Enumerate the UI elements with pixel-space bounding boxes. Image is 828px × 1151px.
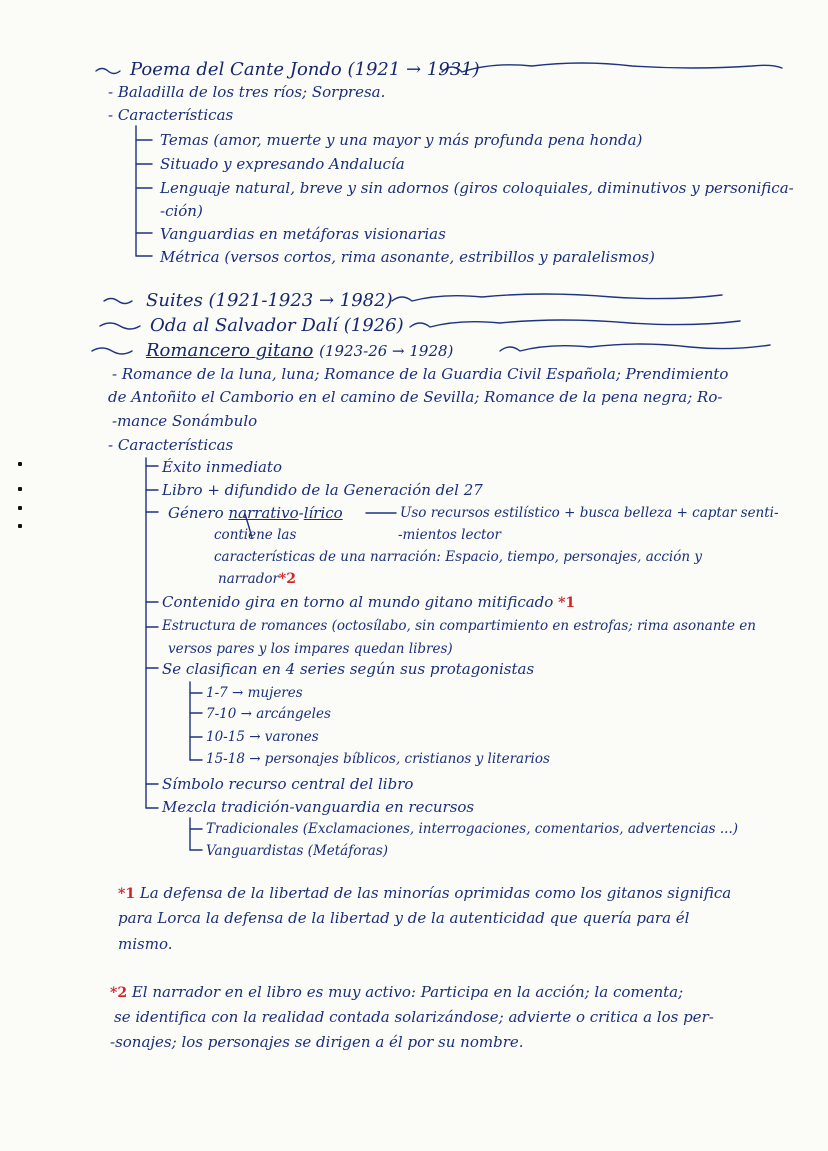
genero-label: Género [168, 504, 224, 522]
footnote-2 [110, 983, 683, 1002]
footnote-1-line3: mismo. [118, 935, 173, 953]
footnote-1-line1: La defensa de la libertad de las minorías oprimidas como los gitanos significa [139, 884, 732, 902]
margin-mark [18, 487, 22, 491]
label-caracteristicas: - Características [108, 106, 234, 124]
footnote-ref-2: *2 [278, 571, 296, 587]
series-item: 10-15 → varones [206, 729, 319, 745]
genero-lirico-desc: Uso recursos estilístico + busca belleza + captar senti- [400, 505, 779, 521]
footnote-1-marker: *1 [118, 886, 136, 902]
genero-narrativo-desc-cont: características de una narración: Espacio, tiempo, personajes, acción y [214, 549, 702, 565]
list-item-genero [168, 504, 343, 522]
footnote-ref-1: *1 [558, 595, 576, 611]
list-item: Vanguardias en metáforas visionarias [160, 225, 446, 243]
series-item: 7-10 → arcángeles [206, 706, 331, 722]
list-romances: - Romance de la luna, luna; Romance de la Guardia Civil Española; Prendimiento [112, 365, 729, 383]
list-item-continuation: versos pares y los impares quedan libres) [168, 641, 453, 657]
list-item: Estructura de romances (octosílabo, sin compartimiento en estrofas; rima asonante en [162, 618, 756, 634]
margin-mark [18, 462, 22, 466]
genero-lirico: lírico [303, 504, 343, 522]
list-obras-cante-jondo: - Baladilla de los tres ríos; Sorpresa. [108, 83, 386, 101]
heading-suites: Suites (1921-1923 → 1982) [146, 290, 393, 311]
genero-narrativo-desc: contiene las [214, 527, 297, 543]
list-romances-cont: de Antoñito el Camborio en el camino de Sevilla; Romance de la pena negra; Ro- [108, 388, 723, 406]
label-caracteristicas-romancero: - Características [108, 436, 234, 454]
series-item: 1-7 → mujeres [206, 685, 303, 701]
list-item: Se clasifican en 4 series según sus protagonistas [162, 660, 535, 678]
narrador-text: narrador [218, 571, 279, 587]
footnote-2-line1: El narrador en el libro es muy activo: Participa en la acción; la comenta; [131, 983, 684, 1001]
genero-lirico-desc-cont: -mientos lector [398, 527, 502, 543]
mezcla-item: Tradicionales (Exclamaciones, interrogaciones, comentarios, advertencias ...) [206, 821, 739, 837]
genero-narrador [218, 570, 296, 588]
list-romances-cont: -mance Sonámbulo [112, 412, 258, 430]
series-item: 15-18 → personajes bíblicos, cristianos y literarios [206, 751, 550, 767]
margin-mark [18, 506, 22, 510]
list-item: Libro + difundido de la Generación del 27 [162, 481, 483, 499]
footnote-1-line2: para Lorca la defensa de la libertad y de la autenticidad que quería para él [118, 909, 690, 927]
heading-romancero-gitano [146, 340, 453, 362]
footnote-2-line3: -sonajes; los personajes se dirigen a él por su nombre. [110, 1033, 524, 1051]
list-item: Éxito inmediato [162, 458, 282, 476]
heading-oda-dali: Oda al Salvador Dalí (1926) [150, 315, 404, 336]
genero-dash: - [298, 504, 304, 522]
mezcla-item: Vanguardistas (Metáforas) [206, 843, 389, 859]
list-item-continuation: -ción) [160, 202, 203, 220]
heading-romancero-dates: (1923-26 → 1928) [319, 342, 454, 360]
list-item: Símbolo recurso central del libro [162, 775, 414, 793]
footnote-1 [118, 884, 731, 903]
list-item: Mezcla tradición-vanguardia en recursos [162, 798, 475, 816]
list-item: Lenguaje natural, breve y sin adornos (giros coloquiales, diminutivos y personifica- [160, 179, 794, 197]
list-item: Métrica (versos cortos, rima asonante, estribillos y paralelismos) [160, 248, 655, 266]
genero-narrativo: narrativo [228, 504, 299, 522]
footnote-2-line2: se identifica con la realidad contada solarizándose; advierte o critica a los per- [114, 1008, 714, 1026]
contenido-text: Contenido gira en torno al mundo gitano mitificado [162, 593, 554, 611]
margin-mark [18, 524, 22, 528]
heading-romancero-title: Romancero gitano [146, 340, 314, 361]
list-item: Situado y expresando Andalucía [160, 155, 405, 173]
heading-poema-cante-jondo: Poema del Cante Jondo (1921 → 1931) [130, 59, 480, 80]
list-item [162, 593, 575, 612]
list-item: Temas (amor, muerte y una mayor y más profunda pena honda) [160, 131, 643, 149]
footnote-2-marker: *2 [110, 985, 128, 1001]
